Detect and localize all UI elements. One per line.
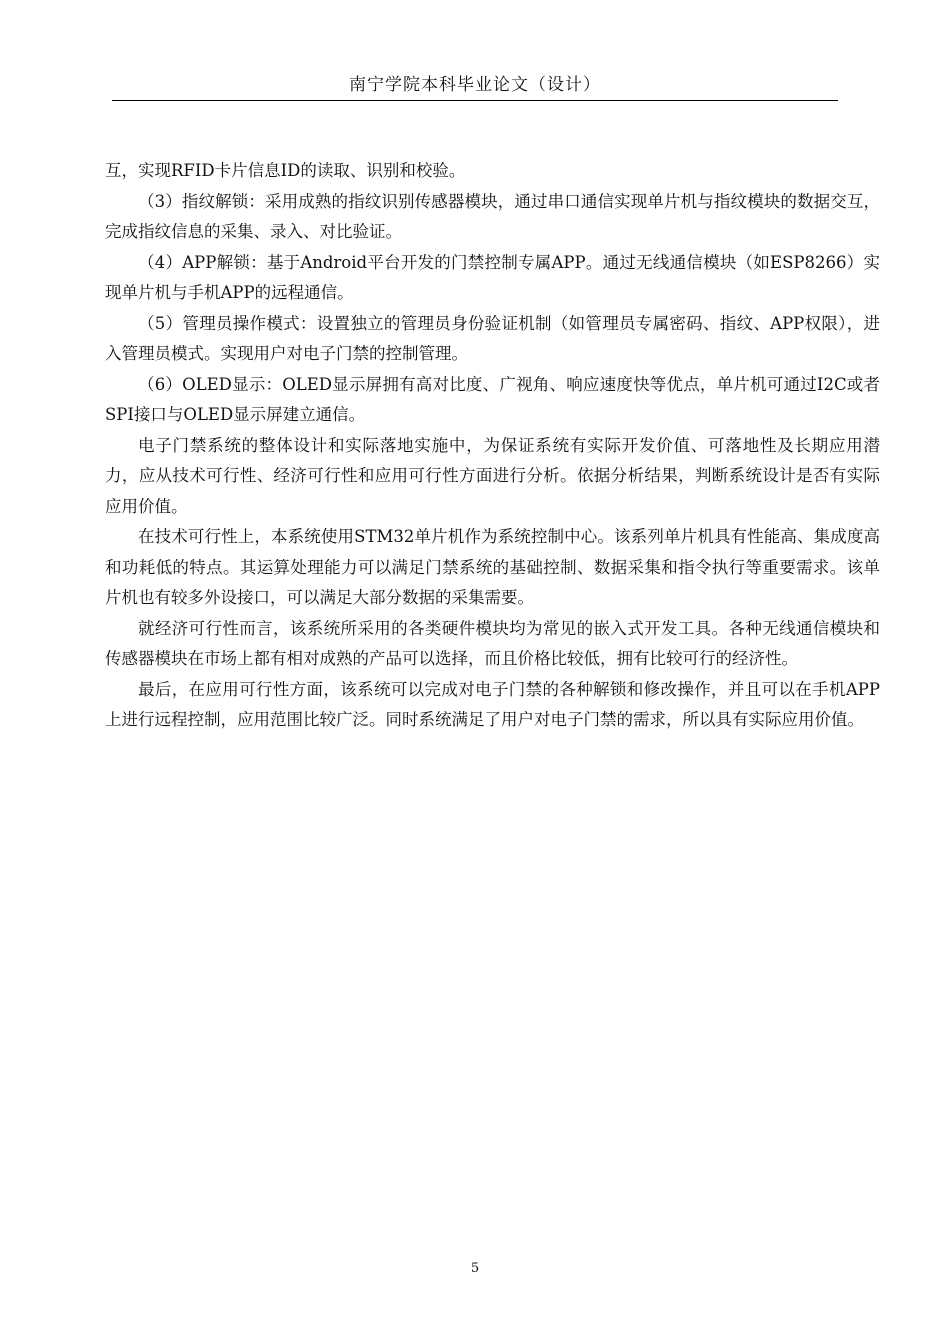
paragraph-oled-display: （6）OLED显示：OLED显示屏拥有高对比度、广视角、响应速度快等优点，单片机可通过I2C或者SPI接口与OLED显示屏建立通信。: [105, 374, 880, 424]
paragraph-feasibility-intro: 电子门禁系统的整体设计和实际落地实施中，为保证系统有实际开发价值、可落地性及长期应用潜力，应从技术可行性、经济可行性和应用可行性方面进行分析。依据分析结果，判断系统设计是否有实际应用价值。: [105, 435, 880, 516]
paragraph-continuation: 互，实现RFID卡片信息ID的读取、识别和校验。: [105, 161, 466, 180]
page-header-title: 南宁学院本科毕业论文（设计）: [349, 75, 601, 95]
paragraph-app-unlock: （4）APP解锁：基于Android平台开发的门禁控制专属APP。通过无线通信模块（如ESP8266）实现单片机与手机APP的远程通信。: [105, 252, 880, 302]
paragraph-technical-feasibility: 在技术可行性上，本系统使用STM32单片机作为系统控制中心。该系列单片机具有性能高、集成度高和功耗低的特点。其运算处理能力可以满足门禁系统的基础控制、数据采集和指令执行等重要需求。该单片机也有较多外设接口，可以满足大部分数据的采集需要。: [105, 527, 880, 607]
paragraph-application-feasibility: 最后，在应用可行性方面，该系统可以完成对电子门禁的各种解锁和修改操作，并且可以在手机APP上进行远程控制，应用范围比较广泛。同时系统满足了用户对电子门禁的需求，所以具有实际应用价值。: [105, 679, 880, 729]
paragraph-admin-mode: （5）管理员操作模式：设置独立的管理员身份验证机制（如管理员专属密码、指纹、APP权限），进入管理员模式。实现用户对电子门禁的控制管理。: [105, 313, 880, 363]
page-number: 5: [470, 1261, 480, 1276]
paragraph-economic-feasibility: 就经济可行性而言，该系统所采用的各类硬件模块均为常见的嵌入式开发工具。各种无线通信模块和传感器模块在市场上都有相对成熟的产品可以选择，而且价格比较低，拥有比较可行的经济性。: [105, 618, 880, 668]
body-text: [105, 156, 880, 736]
header-divider: [112, 100, 838, 101]
paragraph-fingerprint-unlock: （3）指纹解锁：采用成熟的指纹识别传感器模块，通过串口通信实现单片机与指纹模块的数据交互，完成指纹信息的采集、录入、对比验证。: [105, 191, 880, 241]
